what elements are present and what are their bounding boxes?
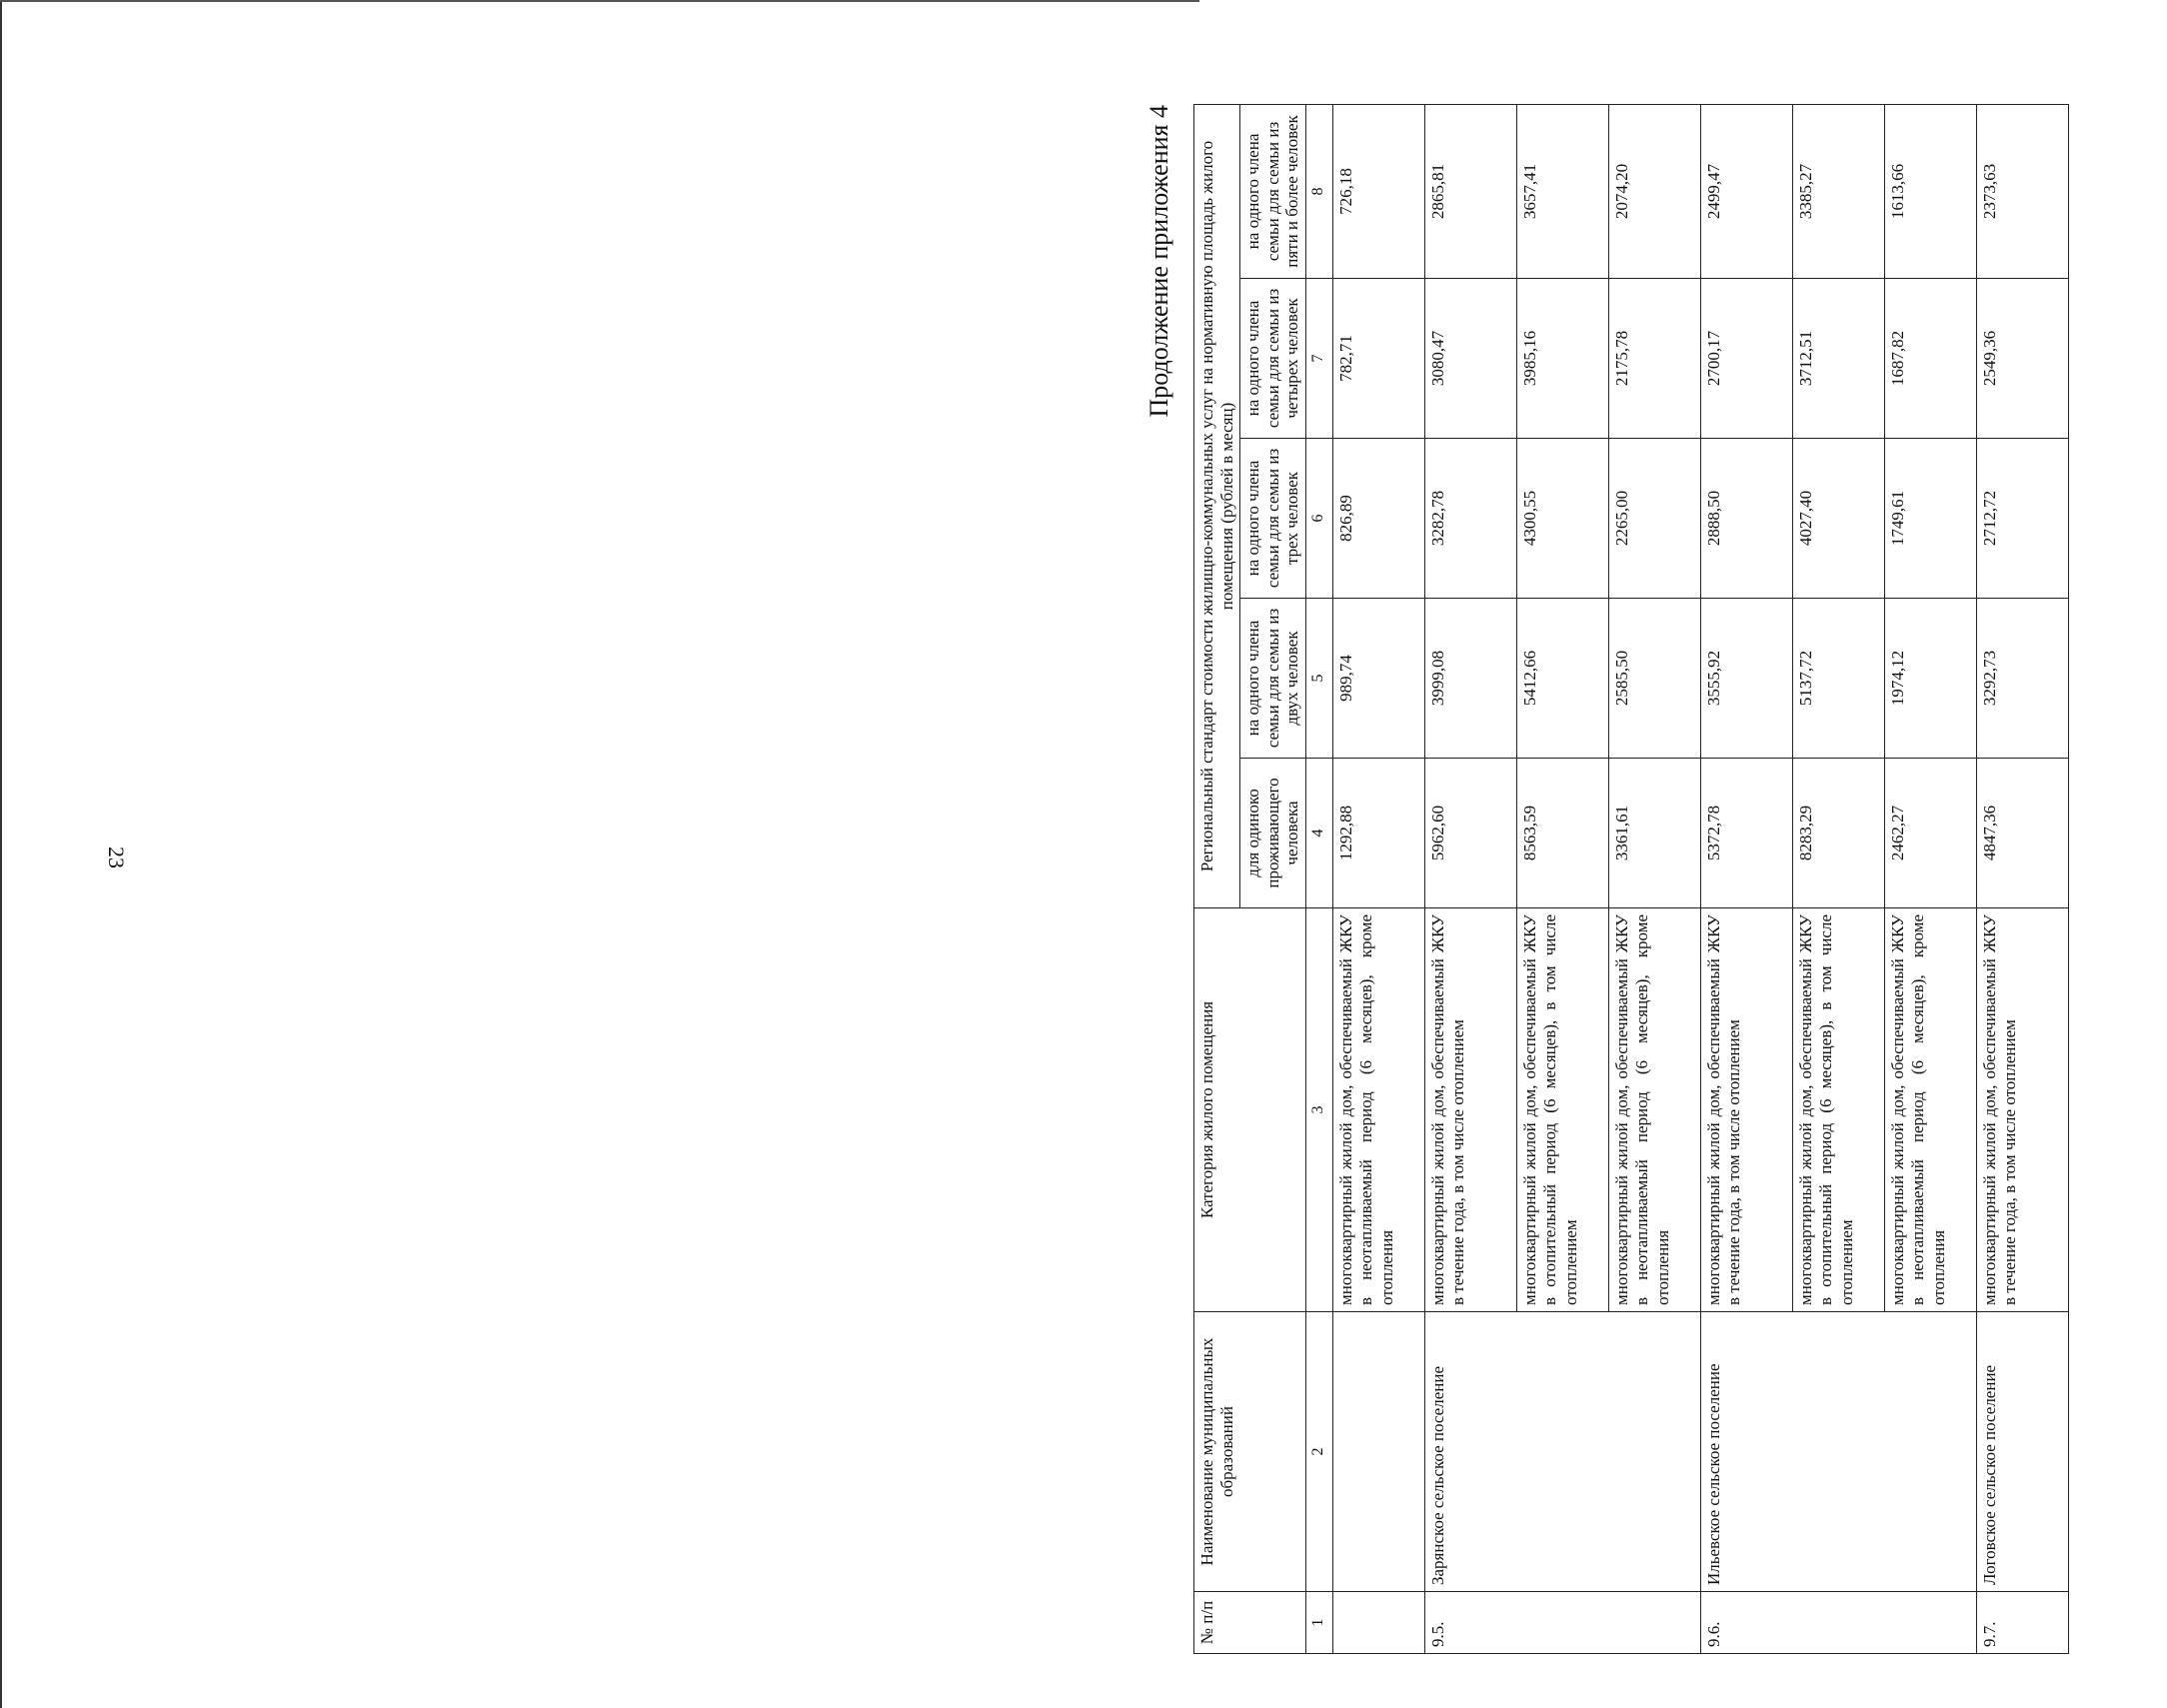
col-index-2: 2 [1305,1312,1332,1592]
cell-value-4: 4847,36 [1976,759,2068,908]
header-group: Региональный стандарт стоимости жилищно-коммунальных услуг на нормативную площадь жилого помещения (рублей в месяц) [1194,104,1240,907]
column-index-row [1305,104,1332,1653]
cell-value-4: 1292,88 [1332,759,1424,908]
cell-name: Ильевское сельское поселение [1700,1312,1792,1592]
cell-category: многоквартирный жилой дом, обеспечиваемый ЖКУ в отопительный период (6 месяцев), в том числе отоплением [1792,908,1884,1312]
cell-category: многоквартирный жилой дом, обеспечиваемый ЖКУ в течение года, в том числе отоплением [1700,908,1792,1312]
cell-value-4: 2462,27 [1884,759,1976,908]
cell-num [1516,1592,1608,1654]
cell-value-7: 2549,36 [1976,279,2068,439]
table-row [1516,104,1608,1653]
cell-name [1332,1312,1424,1592]
cell-value-5: 3999,08 [1424,599,1516,759]
table-body [1332,104,2068,1653]
cell-num: 9.5. [1424,1592,1516,1654]
cell-value-5: 989,74 [1332,599,1424,759]
cell-name: Логовское сельское поселение [1976,1312,2068,1592]
cell-category: многоквартирный жилой дом, обеспечиваемый ЖКУ в течение года, в том числе отоплением [1424,908,1516,1312]
cell-value-5: 2585,50 [1608,599,1700,759]
cell-name [1608,1312,1700,1592]
table-row [1424,104,1516,1653]
col-index-7: 7 [1305,279,1332,439]
cell-name [1792,1312,1884,1592]
header-sub5: на одного члена семьи для семьи из двух человек [1240,599,1306,759]
cell-value-4: 8283,29 [1792,759,1884,908]
cell-value-8: 1613,66 [1884,104,1976,278]
cell-value-6: 4300,55 [1516,439,1608,599]
cell-name [1884,1312,1976,1592]
table-row [1884,104,1976,1653]
col-index-3: 3 [1305,908,1332,1312]
cell-num: 9.6. [1700,1592,1792,1654]
cell-value-5: 3292,73 [1976,599,2068,759]
cell-value-7: 782,71 [1332,279,1424,439]
cell-value-5: 5137,72 [1792,599,1884,759]
cell-num [1884,1592,1976,1654]
cell-num [1608,1592,1700,1654]
cell-value-7: 3712,51 [1792,279,1884,439]
table-row [1792,104,1884,1653]
table-row [1700,104,1792,1653]
cell-category: многоквартирный жилой дом, обеспечиваемый ЖКУ в течение года, в том числе отоплением [1976,908,2068,1312]
cell-value-7: 3080,47 [1424,279,1516,439]
cell-value-5: 5412,66 [1516,599,1608,759]
header-row-1 [1194,104,1240,1653]
cell-category: многоквартирный жилой дом, обеспечиваемый ЖКУ в отопительный период (6 месяцев), в том числе отоплением [1516,908,1608,1312]
cell-value-6: 3282,78 [1424,439,1516,599]
cell-category: многоквартирный жилой дом, обеспечиваемый ЖКУ в неотапливаемый период (6 месяцев), кроме отопления [1608,908,1700,1312]
cell-value-8: 2865,81 [1424,104,1516,278]
header-category: Категория жилого помещения [1194,908,1306,1312]
cell-name [1516,1312,1608,1592]
rotated-page [1137,95,2167,1654]
cell-value-4: 5962,60 [1424,759,1516,908]
header-sub4: для одиноко проживающего человека [1240,759,1306,908]
header-sub6: на одного члена семьи для семьи из трех человек [1240,439,1306,599]
cell-value-5: 3555,92 [1700,599,1792,759]
cell-category: многоквартирный жилой дом, обеспечиваемый ЖКУ в неотапливаемый период (6 месяцев), кроме отопления [1884,908,1976,1312]
col-index-6: 6 [1305,439,1332,599]
table-row [1332,104,1424,1653]
standard-cost-table [1193,104,2069,1654]
cell-value-8: 3385,27 [1792,104,1884,278]
cell-num [1792,1592,1884,1654]
cell-value-8: 3657,41 [1516,104,1608,278]
cell-value-6: 1749,61 [1884,439,1976,599]
col-index-1: 1 [1305,1592,1332,1654]
header-num: № п/п [1194,1592,1306,1654]
cell-value-7: 1687,82 [1884,279,1976,439]
cell-value-8: 2074,20 [1608,104,1700,278]
cell-value-5: 1974,12 [1884,599,1976,759]
table-row [1976,104,2068,1653]
cell-value-8: 2499,47 [1700,104,1792,278]
header-sub7: на одного члена семьи для семьи из четырех человек [1240,279,1306,439]
scan-edge-left [0,0,2,1708]
col-index-4: 4 [1305,759,1332,908]
cell-value-4: 5372,78 [1700,759,1792,908]
header-sub8: на одного члена семьи для семьи из пяти и более человек [1240,104,1306,278]
scan-edge-top [0,0,1199,2]
cell-value-7: 2700,17 [1700,279,1792,439]
cell-num: 9.7. [1976,1592,2068,1654]
cell-value-8: 726,18 [1332,104,1424,278]
header-name: Наименование муниципальных образований [1194,1312,1306,1592]
cell-value-7: 2175,78 [1608,279,1700,439]
cell-value-6: 2888,50 [1700,439,1792,599]
cell-value-6: 4027,40 [1792,439,1884,599]
cell-value-6: 2712,72 [1976,439,2068,599]
cell-value-4: 8563,59 [1516,759,1608,908]
cell-category: многоквартирный жилой дом, обеспечиваемый ЖКУ в неотапливаемый период (6 месяцев), кроме отопления [1332,908,1424,1312]
cell-value-4: 3361,61 [1608,759,1700,908]
cell-value-6: 826,89 [1332,439,1424,599]
table-caption: Продолжение приложения 4 [1144,105,1173,418]
cell-value-6: 2265,00 [1608,439,1700,599]
cell-value-7: 3985,16 [1516,279,1608,439]
col-index-5: 5 [1305,599,1332,759]
cell-num [1332,1592,1424,1654]
table-row [1608,104,1700,1653]
cell-value-8: 2373,63 [1976,104,2068,278]
cell-name: Зарянское сельское поселение [1424,1312,1516,1592]
col-index-8: 8 [1305,104,1332,278]
